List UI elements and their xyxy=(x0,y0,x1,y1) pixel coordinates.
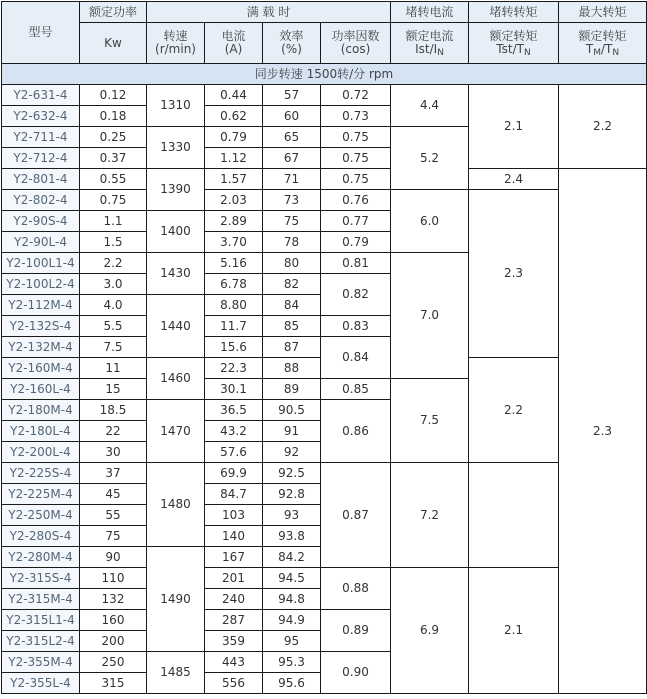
stall-current-cell: 7.5 xyxy=(391,379,469,463)
pf-cell: 0.90 xyxy=(321,652,391,694)
kw-cell: 5.5 xyxy=(80,316,147,337)
kw-cell: 0.18 xyxy=(80,106,147,127)
model-cell: Y2-631-4 xyxy=(2,85,80,106)
header-max-torque-ratio: 额定转矩 $T_M/T_N$ xyxy=(559,23,647,64)
efficiency-cell: 87 xyxy=(263,337,321,358)
speed-cell: 1330 xyxy=(147,127,205,169)
efficiency-cell: 88 xyxy=(263,358,321,379)
kw-cell: 1.5 xyxy=(80,232,147,253)
pf-cell: 0.85 xyxy=(321,379,391,400)
header-model: 型号 xyxy=(2,2,80,64)
model-cell: Y2-280M-4 xyxy=(2,547,80,568)
current-cell: 1.12 xyxy=(205,148,263,169)
pf-cell: 0.84 xyxy=(321,337,391,379)
model-cell: Y2-160L-4 xyxy=(2,379,80,400)
kw-cell: 45 xyxy=(80,484,147,505)
header-efficiency: 效率 (%) xyxy=(263,23,321,64)
current-cell: 43.2 xyxy=(205,421,263,442)
pf-cell: 0.77 xyxy=(321,211,391,232)
efficiency-cell: 60 xyxy=(263,106,321,127)
efficiency-cell: 71 xyxy=(263,169,321,190)
header-speed: 转速 (r/min) xyxy=(147,23,205,64)
efficiency-cell: 85 xyxy=(263,316,321,337)
current-cell: 0.44 xyxy=(205,85,263,106)
model-cell: Y2-802-4 xyxy=(2,190,80,211)
efficiency-cell: 73 xyxy=(263,190,321,211)
kw-cell: 22 xyxy=(80,421,147,442)
kw-cell: 0.12 xyxy=(80,85,147,106)
sync-speed-band: 同步转速 1500转/分 rpm xyxy=(2,64,647,85)
stall-current-cell: 7.0 xyxy=(391,253,469,379)
model-cell: Y2-315S-4 xyxy=(2,568,80,589)
kw-cell: 90 xyxy=(80,547,147,568)
kw-cell: 75 xyxy=(80,526,147,547)
pf-cell: 0.75 xyxy=(321,148,391,169)
stall-current-cell: 6.0 xyxy=(391,190,469,253)
pf-cell: 0.87 xyxy=(321,463,391,568)
pf-cell: 0.72 xyxy=(321,85,391,106)
model-cell: Y2-280S-4 xyxy=(2,526,80,547)
header-stall-current: 堵转电流 xyxy=(391,2,469,23)
efficiency-cell: 82 xyxy=(263,274,321,295)
current-cell: 8.80 xyxy=(205,295,263,316)
pf-cell: 0.88 xyxy=(321,568,391,610)
stall-torque-cell: 2.1 xyxy=(469,85,559,169)
speed-cell: 1490 xyxy=(147,547,205,652)
stall-current-cell: 5.2 xyxy=(391,127,469,190)
efficiency-cell: 84 xyxy=(263,295,321,316)
kw-cell: 315 xyxy=(80,673,147,694)
speed-cell: 1470 xyxy=(147,400,205,463)
efficiency-cell: 89 xyxy=(263,379,321,400)
efficiency-cell: 95.3 xyxy=(263,652,321,673)
header-stall-current-ratio: 额定电流 Ist/$I_N$ xyxy=(391,23,469,64)
model-cell: Y2-160M-4 xyxy=(2,358,80,379)
model-cell: Y2-200L-4 xyxy=(2,442,80,463)
model-cell: Y2-180L-4 xyxy=(2,421,80,442)
speed-cell: 1310 xyxy=(147,85,205,127)
speed-cell: 1460 xyxy=(147,358,205,400)
kw-cell: 0.37 xyxy=(80,148,147,169)
model-cell: Y2-90L-4 xyxy=(2,232,80,253)
current-cell: 0.79 xyxy=(205,127,263,148)
kw-cell: 11 xyxy=(80,358,147,379)
kw-cell: 0.55 xyxy=(80,169,147,190)
stall-torque-cell: 2.2 xyxy=(469,358,559,463)
stall-current-cell: 4.4 xyxy=(391,85,469,127)
pf-cell: 0.81 xyxy=(321,253,391,274)
model-cell: Y2-100L2-4 xyxy=(2,274,80,295)
pf-cell: 0.73 xyxy=(321,106,391,127)
efficiency-cell: 78 xyxy=(263,232,321,253)
efficiency-cell: 91 xyxy=(263,421,321,442)
stall-current-cell: 7.2 xyxy=(391,463,469,568)
pf-cell: 0.75 xyxy=(321,169,391,190)
efficiency-cell: 94.9 xyxy=(263,610,321,631)
kw-cell: 132 xyxy=(80,589,147,610)
model-cell: Y2-250M-4 xyxy=(2,505,80,526)
current-cell: 443 xyxy=(205,652,263,673)
model-cell: Y2-712-4 xyxy=(2,148,80,169)
current-cell: 201 xyxy=(205,568,263,589)
table-row xyxy=(2,568,647,589)
model-cell: Y2-315L2-4 xyxy=(2,631,80,652)
efficiency-cell: 65 xyxy=(263,127,321,148)
header-full-load: 满 载 时 xyxy=(147,2,391,23)
efficiency-cell: 84.2 xyxy=(263,547,321,568)
model-cell: Y2-355L-4 xyxy=(2,673,80,694)
efficiency-cell: 57 xyxy=(263,85,321,106)
speed-cell: 1390 xyxy=(147,169,205,211)
stall-torque-cell: 2.3 xyxy=(469,190,559,358)
kw-cell: 2.2 xyxy=(80,253,147,274)
efficiency-cell: 94.5 xyxy=(263,568,321,589)
current-cell: 556 xyxy=(205,673,263,694)
current-cell: 103 xyxy=(205,505,263,526)
current-cell: 287 xyxy=(205,610,263,631)
table-row xyxy=(2,190,647,211)
model-cell: Y2-711-4 xyxy=(2,127,80,148)
current-cell: 30.1 xyxy=(205,379,263,400)
current-cell: 2.03 xyxy=(205,190,263,211)
max-torque-cell: 2.3 xyxy=(559,169,647,694)
speed-cell: 1480 xyxy=(147,463,205,547)
speed-cell: 1485 xyxy=(147,652,205,694)
current-cell: 36.5 xyxy=(205,400,263,421)
kw-cell: 7.5 xyxy=(80,337,147,358)
pf-cell: 0.79 xyxy=(321,232,391,253)
kw-cell: 3.0 xyxy=(80,274,147,295)
kw-cell: 200 xyxy=(80,631,147,652)
pf-cell: 0.76 xyxy=(321,190,391,211)
speed-cell: 1430 xyxy=(147,253,205,295)
efficiency-cell: 94.8 xyxy=(263,589,321,610)
efficiency-cell: 90.5 xyxy=(263,400,321,421)
model-cell: Y2-112M-4 xyxy=(2,295,80,316)
model-cell: Y2-315L1-4 xyxy=(2,610,80,631)
stall-torque-cell: 2.1 xyxy=(469,568,559,694)
kw-cell: 37 xyxy=(80,463,147,484)
current-cell: 11.7 xyxy=(205,316,263,337)
current-cell: 3.70 xyxy=(205,232,263,253)
stall-current-cell: 6.9 xyxy=(391,568,469,694)
current-cell: 22.3 xyxy=(205,358,263,379)
pf-cell: 0.86 xyxy=(321,400,391,463)
header-max-torque: 最大转矩 xyxy=(559,2,647,23)
model-cell: Y2-90S-4 xyxy=(2,211,80,232)
efficiency-cell: 92.8 xyxy=(263,484,321,505)
pf-cell: 0.89 xyxy=(321,610,391,652)
efficiency-cell: 67 xyxy=(263,148,321,169)
current-cell: 0.62 xyxy=(205,106,263,127)
table-row xyxy=(2,85,647,106)
current-cell: 15.6 xyxy=(205,337,263,358)
header-current: 电流 (A) xyxy=(205,23,263,64)
efficiency-cell: 93 xyxy=(263,505,321,526)
kw-cell: 18.5 xyxy=(80,400,147,421)
efficiency-cell: 92.5 xyxy=(263,463,321,484)
current-cell: 6.78 xyxy=(205,274,263,295)
model-cell: Y2-355M-4 xyxy=(2,652,80,673)
kw-cell: 4.0 xyxy=(80,295,147,316)
current-cell: 1.57 xyxy=(205,169,263,190)
current-cell: 240 xyxy=(205,589,263,610)
kw-cell: 15 xyxy=(80,379,147,400)
pf-cell: 0.75 xyxy=(321,127,391,148)
kw-cell: 1.1 xyxy=(80,211,147,232)
current-cell: 167 xyxy=(205,547,263,568)
efficiency-cell: 95.6 xyxy=(263,673,321,694)
table-row xyxy=(2,169,647,190)
efficiency-cell: 95 xyxy=(263,631,321,652)
model-cell: Y2-315M-4 xyxy=(2,589,80,610)
current-cell: 359 xyxy=(205,631,263,652)
current-cell: 57.6 xyxy=(205,442,263,463)
kw-cell: 30 xyxy=(80,442,147,463)
kw-cell: 110 xyxy=(80,568,147,589)
current-cell: 2.89 xyxy=(205,211,263,232)
speed-cell: 1400 xyxy=(147,211,205,253)
pf-cell: 0.82 xyxy=(321,274,391,316)
kw-cell: 250 xyxy=(80,652,147,673)
model-cell: Y2-132M-4 xyxy=(2,337,80,358)
kw-cell: 0.75 xyxy=(80,190,147,211)
model-cell: Y2-225S-4 xyxy=(2,463,80,484)
model-cell: Y2-100L1-4 xyxy=(2,253,80,274)
header-power-factor: 功率因数 (cos) xyxy=(321,23,391,64)
efficiency-cell: 75 xyxy=(263,211,321,232)
pf-cell: 0.83 xyxy=(321,316,391,337)
model-cell: Y2-132S-4 xyxy=(2,316,80,337)
current-cell: 140 xyxy=(205,526,263,547)
motor-spec-table xyxy=(1,1,647,694)
kw-cell: 0.25 xyxy=(80,127,147,148)
efficiency-cell: 93.8 xyxy=(263,526,321,547)
efficiency-cell: 92 xyxy=(263,442,321,463)
efficiency-cell: 80 xyxy=(263,253,321,274)
model-cell: Y2-632-4 xyxy=(2,106,80,127)
model-cell: Y2-801-4 xyxy=(2,169,80,190)
kw-cell: 160 xyxy=(80,610,147,631)
kw-cell: 55 xyxy=(80,505,147,526)
model-cell: Y2-225M-4 xyxy=(2,484,80,505)
header-kw-unit: Kw xyxy=(80,23,147,64)
current-cell: 84.7 xyxy=(205,484,263,505)
header-stall-torque: 堵转转矩 xyxy=(469,2,559,23)
stall-torque-cell: 2.4 xyxy=(469,169,559,190)
current-cell: 69.9 xyxy=(205,463,263,484)
model-cell: Y2-180M-4 xyxy=(2,400,80,421)
header-stall-torque-ratio: 额定转矩 Tst/$T_N$ xyxy=(469,23,559,64)
speed-cell: 1440 xyxy=(147,295,205,358)
table-row xyxy=(2,463,647,484)
max-torque-cell: 2.2 xyxy=(559,85,647,169)
current-cell: 5.16 xyxy=(205,253,263,274)
header-rated-power: 额定功率 xyxy=(80,2,147,23)
